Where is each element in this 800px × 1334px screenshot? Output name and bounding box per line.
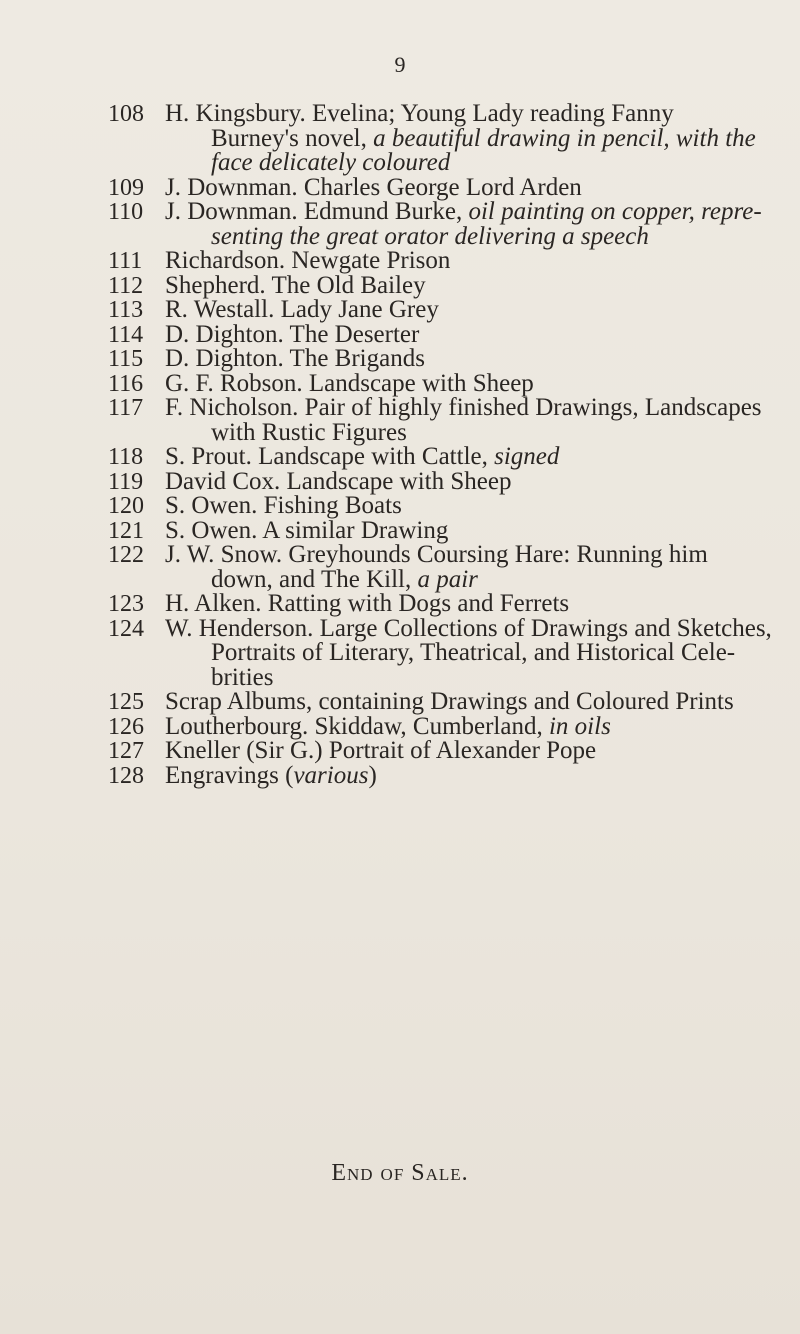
lot-number: 126	[108, 713, 144, 740]
lot-entry	[0, 102, 800, 176]
text-run: Shepherd. The Old Bailey	[165, 271, 426, 299]
text-run: brities	[211, 663, 274, 691]
text-run: with Rustic Figures	[211, 418, 407, 446]
lot-description	[165, 614, 785, 691]
lot-entry	[0, 712, 800, 740]
lot-entry	[0, 543, 800, 592]
lot-number: 114	[108, 321, 144, 348]
description-line	[165, 494, 785, 519]
description-line	[165, 712, 785, 740]
text-run: J. Downman. Edmund Burke,	[165, 198, 469, 225]
lot-description	[165, 543, 785, 592]
description-line	[165, 173, 785, 201]
text-run: David Cox. Landscape with Sheep	[165, 467, 512, 495]
text-run: )	[368, 761, 377, 789]
lot-entry	[0, 249, 800, 274]
lot-list	[0, 102, 800, 788]
description-line	[165, 516, 785, 544]
description-line	[165, 663, 785, 691]
lot-number: 117	[108, 395, 144, 421]
lot-description	[165, 445, 785, 470]
lot-number: 121	[108, 517, 144, 544]
text-run: Richardson. Newgate Prison	[165, 247, 451, 274]
description-line	[165, 467, 785, 495]
description-line	[165, 124, 785, 152]
italic-text: various	[293, 761, 369, 789]
italic-text: face delicately coloured	[211, 149, 451, 176]
description-line	[165, 200, 785, 225]
text-run: Burney's novel,	[211, 124, 374, 152]
description-line	[165, 320, 785, 348]
text-run: D. Dighton. The Deserter	[165, 320, 420, 348]
description-line	[165, 445, 785, 470]
page-number: 9	[394, 52, 406, 77]
lot-number: 127	[108, 738, 144, 764]
italic-text: signed	[494, 443, 560, 470]
description-line	[165, 761, 785, 789]
lot-entry	[0, 347, 800, 372]
text-run: F. Nicholson. Pair of highly finished Drawings, Landscapes	[165, 394, 762, 421]
lot-number: 125	[108, 689, 144, 715]
lot-entry	[0, 592, 800, 617]
italic-text: oil painting on copper, repre-	[468, 198, 762, 225]
description-line	[165, 592, 785, 617]
lot-entry	[0, 173, 800, 201]
lot-entry	[0, 369, 800, 397]
lot-description	[165, 494, 785, 519]
text-run: J. Downman. Charles George Lord Arden	[165, 173, 582, 201]
lot-number: 110	[108, 199, 144, 225]
lot-number: 124	[108, 615, 144, 642]
text-run: Portraits of Literary, Theatrical, and Historical Cele-	[211, 639, 736, 666]
lot-entry	[0, 739, 800, 764]
lot-number: 120	[108, 493, 144, 519]
lot-description	[165, 200, 785, 249]
lot-number: 122	[108, 542, 144, 568]
lot-entry	[0, 445, 800, 470]
text-run: Engravings (	[165, 761, 294, 789]
description-line	[165, 565, 785, 593]
lot-entry	[0, 396, 800, 445]
lot-entry	[0, 200, 800, 249]
lot-description	[165, 347, 785, 372]
lot-number: 113	[108, 297, 144, 323]
text-run: H. Kingsbury. Evelina; Young Lady reading Fanny	[165, 100, 674, 127]
lot-entry	[0, 320, 800, 348]
lot-entry	[0, 614, 800, 691]
text-run: G. F. Robson. Landscape with Sheep	[165, 369, 534, 397]
text-run: W. Henderson. Large Collections of Drawings and Sketches,	[165, 614, 772, 642]
lot-description	[165, 320, 785, 348]
description-line	[165, 222, 785, 250]
description-line	[165, 249, 785, 274]
lot-description	[165, 739, 785, 764]
lot-description	[165, 516, 785, 544]
lot-description	[165, 173, 785, 201]
description-line	[165, 690, 785, 715]
lot-entry	[0, 467, 800, 495]
lot-description	[165, 467, 785, 495]
description-line	[165, 396, 785, 421]
italic-text: in oils	[548, 712, 611, 740]
italic-text: senting the great orator delivering a speech	[211, 222, 649, 250]
text-run: S. Owen. Fishing Boats	[165, 492, 402, 519]
text-run: down, and The Kill,	[211, 565, 418, 593]
lot-description	[165, 712, 785, 740]
lot-number: 118	[108, 444, 144, 470]
lot-number: 123	[108, 591, 144, 617]
text-run: Scrap Albums, containing Drawings and Coloured Prints	[165, 688, 734, 715]
lot-number: 108	[108, 101, 144, 127]
lot-number: 111	[108, 248, 143, 274]
lot-number: 119	[108, 468, 144, 495]
lot-number: 109	[108, 174, 144, 201]
text-run: J. W. Snow. Greyhounds Coursing Hare: Running him	[165, 541, 708, 568]
text-run: Loutherbourg. Skiddaw, Cumberland,	[165, 712, 549, 740]
lot-description	[165, 690, 785, 715]
description-line	[165, 102, 785, 127]
text-run: R. Westall. Lady Jane Grey	[165, 296, 439, 323]
description-line	[165, 614, 785, 642]
lot-description	[165, 761, 785, 789]
text-run: H. Alken. Ratting with Dogs and Ferrets	[165, 590, 570, 617]
lot-description	[165, 102, 785, 176]
lot-description	[165, 249, 785, 274]
description-line	[165, 369, 785, 397]
lot-number: 115	[108, 346, 144, 372]
description-line	[165, 641, 785, 666]
description-line	[165, 418, 785, 446]
lot-description	[165, 592, 785, 617]
lot-entry	[0, 761, 800, 789]
description-line	[165, 347, 785, 372]
lot-description	[165, 369, 785, 397]
lot-number: 116	[108, 370, 144, 397]
lot-entry	[0, 516, 800, 544]
lot-description	[165, 271, 785, 299]
lot-number: 128	[108, 762, 144, 789]
text-run: S. Prout. Landscape with Cattle,	[165, 443, 495, 470]
lot-description	[165, 396, 785, 445]
italic-text: a pair	[417, 565, 478, 593]
lot-entry	[0, 494, 800, 519]
description-line	[165, 298, 785, 323]
text-run: S. Owen. A similar Drawing	[165, 516, 449, 544]
italic-text: a beautiful drawing in pencil, with the	[373, 124, 756, 152]
lot-number: 112	[108, 272, 144, 299]
lot-entry	[0, 690, 800, 715]
text-run: Kneller (Sir G.) Portrait of Alexander Pope	[165, 737, 597, 764]
text-run: D. Dighton. The Brigands	[165, 345, 425, 372]
lot-entry	[0, 298, 800, 323]
lot-description	[165, 298, 785, 323]
description-line	[165, 543, 785, 568]
description-line	[165, 271, 785, 299]
end-of-sale: End of Sale.	[331, 1160, 469, 1186]
lot-entry	[0, 271, 800, 299]
description-line	[165, 151, 785, 176]
description-line	[165, 739, 785, 764]
